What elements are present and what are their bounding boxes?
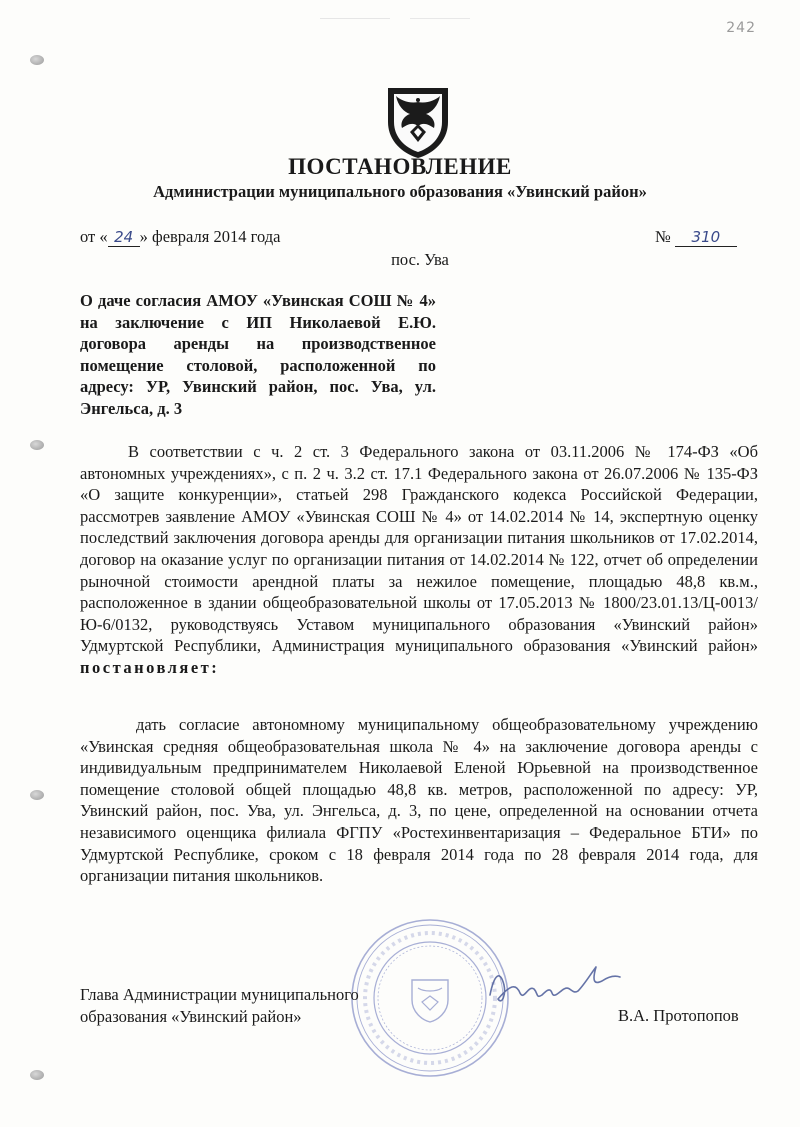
punch-hole (30, 440, 44, 450)
faint-mark (410, 8, 470, 19)
signatory-position-line: Глава Администрации муниципального (80, 985, 359, 1004)
preamble-paragraph (80, 441, 758, 679)
decree-word: постановляет: (80, 657, 220, 677)
punch-hole (30, 55, 44, 65)
handwritten-signature (480, 955, 630, 1015)
place-of-issue: пос. Ува (391, 250, 449, 269)
date-day-handwritten: 24 (108, 228, 140, 247)
decree-subject: О даче согласия АМОУ «Увинская СОШ № 4» на заключение с ИП Николаевой Е.Ю. договора аренды на производственное помещение столовой, расположенной по адресу: УР, Увинский район, пос. Ува, ул. Энгельса, д. 3 (80, 291, 436, 418)
preamble-text: В соответствии с ч. 2 ст. 3 Федерального закона от 03.11.2006 № 174-ФЗ «Об автономных учреждениях», с п. 2 ч. 3.2 ст. 17.1 Федерального закона от 26.07.2006 № 135-ФЗ «О защите конкуренции», статьей 298 Гражданского кодекса Российской Федерации, рассмотрев заявление АМОУ «Увинская СОШ № 4» от 14.02.2014 № 14, экспертную оценку последствий заключения договора аренды для организации питания школьников от 17.02.2014, договор на оказание услуг по организации питания от 14.02.2014 № 122, отчет об определении рыночной стоимости арендной платы за нежилое помещение, площадью 48,8 кв.м., расположенное в здании общеобразовательной школы от 17.05.2013 № 1800/23.01.13/Ц-0013/Ю-6/0132, руководствуясь Уставом муниципального образования «Увинский район» Удмуртской Республики, Администрация муниципального образования «Увинский район» (80, 442, 758, 656)
signatory-position (80, 984, 359, 1027)
number-prefix: № (655, 227, 671, 246)
document-number (655, 227, 737, 247)
document-date (80, 227, 280, 247)
faint-mark (320, 8, 390, 19)
document-title: ПОСТАНОВЛЕНИЕ (288, 154, 512, 179)
issuer-name: Администрации муниципального образования «Увинский район» (153, 182, 647, 201)
punch-hole (30, 790, 44, 800)
signatory-name: В.А. Протопопов (618, 1006, 739, 1025)
number-handwritten: 310 (675, 228, 737, 247)
page-number: 242 (726, 20, 756, 36)
date-suffix: » февраля 2014 года (139, 227, 281, 246)
date-prefix: от « (80, 227, 108, 246)
signatory-position-line: образования «Увинский район» (80, 1006, 302, 1026)
punch-hole (30, 1070, 44, 1080)
resolution-paragraph: дать согласие автономному муниципальному общеобразовательному учреждению «Увинская средняя общеобразовательная школа № 4» на заключение договора аренды с индивидуальным предпринимателем Николаевой Еленой Юрьевной на производственное помещение столовой общей площадью 48,8 кв. метров, расположенной по адресу: УР, Увинский район, пос. Ува, ул. Энгельса, д. 3, по цене, определенной на основании отчета независимого оценщика филиала ФГПУ «Ростехинвентаризация – Федеральное БТИ» по Удмуртской Республике, сроком с 18 февраля 2014 года по 28 февраля 2014 года, для организации питания школьников. (80, 715, 758, 886)
coat-of-arms-icon (380, 82, 456, 160)
